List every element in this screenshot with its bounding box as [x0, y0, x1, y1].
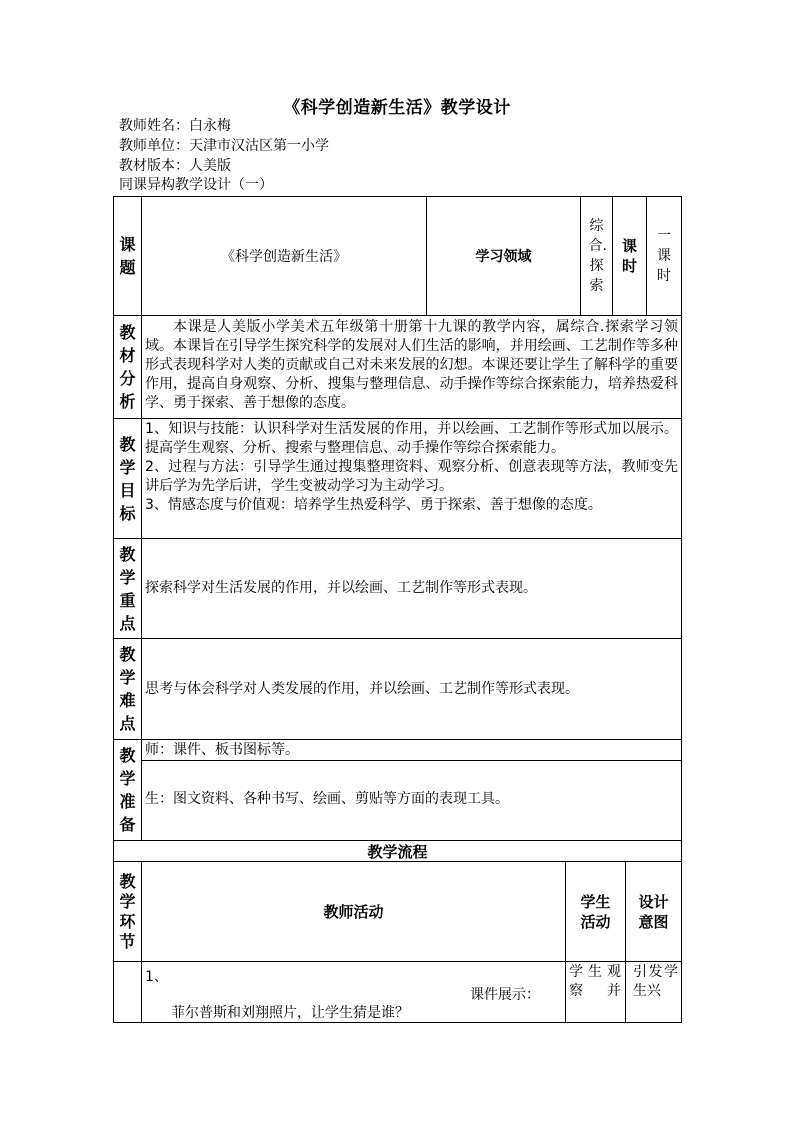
- key-points-text: 探索科学对生活发展的作用，并以绘画、工艺制作等形式表现。: [145, 580, 537, 596]
- step-number: 1、: [145, 969, 168, 985]
- goal-item-3: 3、情感态度与价值观：培养学生热爱科学、勇于探索、善于想像的态度。: [145, 497, 602, 513]
- design-intent-text: 引发学生兴: [633, 964, 678, 999]
- col-student-activity: 学生活动: [580, 892, 611, 931]
- analysis-text: 本课是人美版小学美术五年级第十册第十九课的教学内容，属综合.探索学习领域。本课旨在引导学生探究科学的发展对人们生活的影响，并用绘画、工艺制作等多种形式表现科学对人类的贡献或自己对未来发展的幻想。本课还要让学生了解科学的重要作用，提高自身观察、分析、搜集与整理信息、动手操作等综合探索能力，培养热爱科学、勇于探索、善于想像的态度。: [145, 319, 678, 411]
- design-subtitle: 同课异构教学设计（一）: [119, 177, 273, 193]
- preparation-label: 教学准备: [119, 746, 136, 834]
- student-activity-text: 学生观察并: [569, 964, 621, 999]
- lesson-label: 课题: [119, 235, 136, 277]
- analysis-label: 教材分析: [119, 323, 136, 411]
- page-title: 《科学创造新生活》教学设计: [283, 98, 511, 118]
- hours-label: 课时: [621, 237, 637, 275]
- hours-value: 一课时: [657, 228, 671, 284]
- col-design-intent: 设计意图: [638, 892, 669, 931]
- difficulties-text: 思考与体会科学对人类发展的作用，并以绘画、工艺制作等形式表现。: [145, 681, 579, 697]
- textbook-version: 教材版本：人美版: [119, 158, 231, 174]
- goals-label: 教学目标: [119, 434, 136, 523]
- field-value: 综合.探索: [588, 218, 607, 294]
- process-title: 教学流程: [367, 842, 428, 861]
- preparation-teacher: 师：课件、板书图标等。: [145, 742, 299, 758]
- courseware-show: 课件展示：: [470, 987, 540, 1003]
- goal-item-2: 2、过程与方法：引导学生通过搜集整理资料、观察分析、创意表现等方法，教师变先讲后学为先学后讲，学生变被动学习为主动学习。: [145, 459, 678, 494]
- teacher-unit: 教师单位：天津市汉沽区第一小学: [119, 138, 329, 154]
- preparation-student: 生：图文资料、各种书写、绘画、剪贴等方面的表现工具。: [145, 791, 509, 807]
- field-label: 学习领域: [475, 249, 532, 265]
- step-text: 菲尔普斯和刘翔照片，让学生猜是谁？: [171, 1005, 409, 1021]
- difficulties-label: 教学难点: [119, 645, 136, 733]
- teacher-name: 教师姓名：白永梅: [119, 118, 231, 134]
- col-stage: 教学环节: [119, 871, 136, 951]
- lesson-title: 《科学创造新生活》: [221, 249, 347, 265]
- key-points-label: 教学重点: [119, 544, 136, 633]
- goal-item-1: 1、知识与技能：认识科学对生活发展的作用，并以绘画、工艺制作等形式加以展示。提高学生观察、分析、搜索与整理信息、动手操作等综合探索能力。: [145, 421, 678, 456]
- col-teacher-activity: 教师活动: [323, 903, 384, 921]
